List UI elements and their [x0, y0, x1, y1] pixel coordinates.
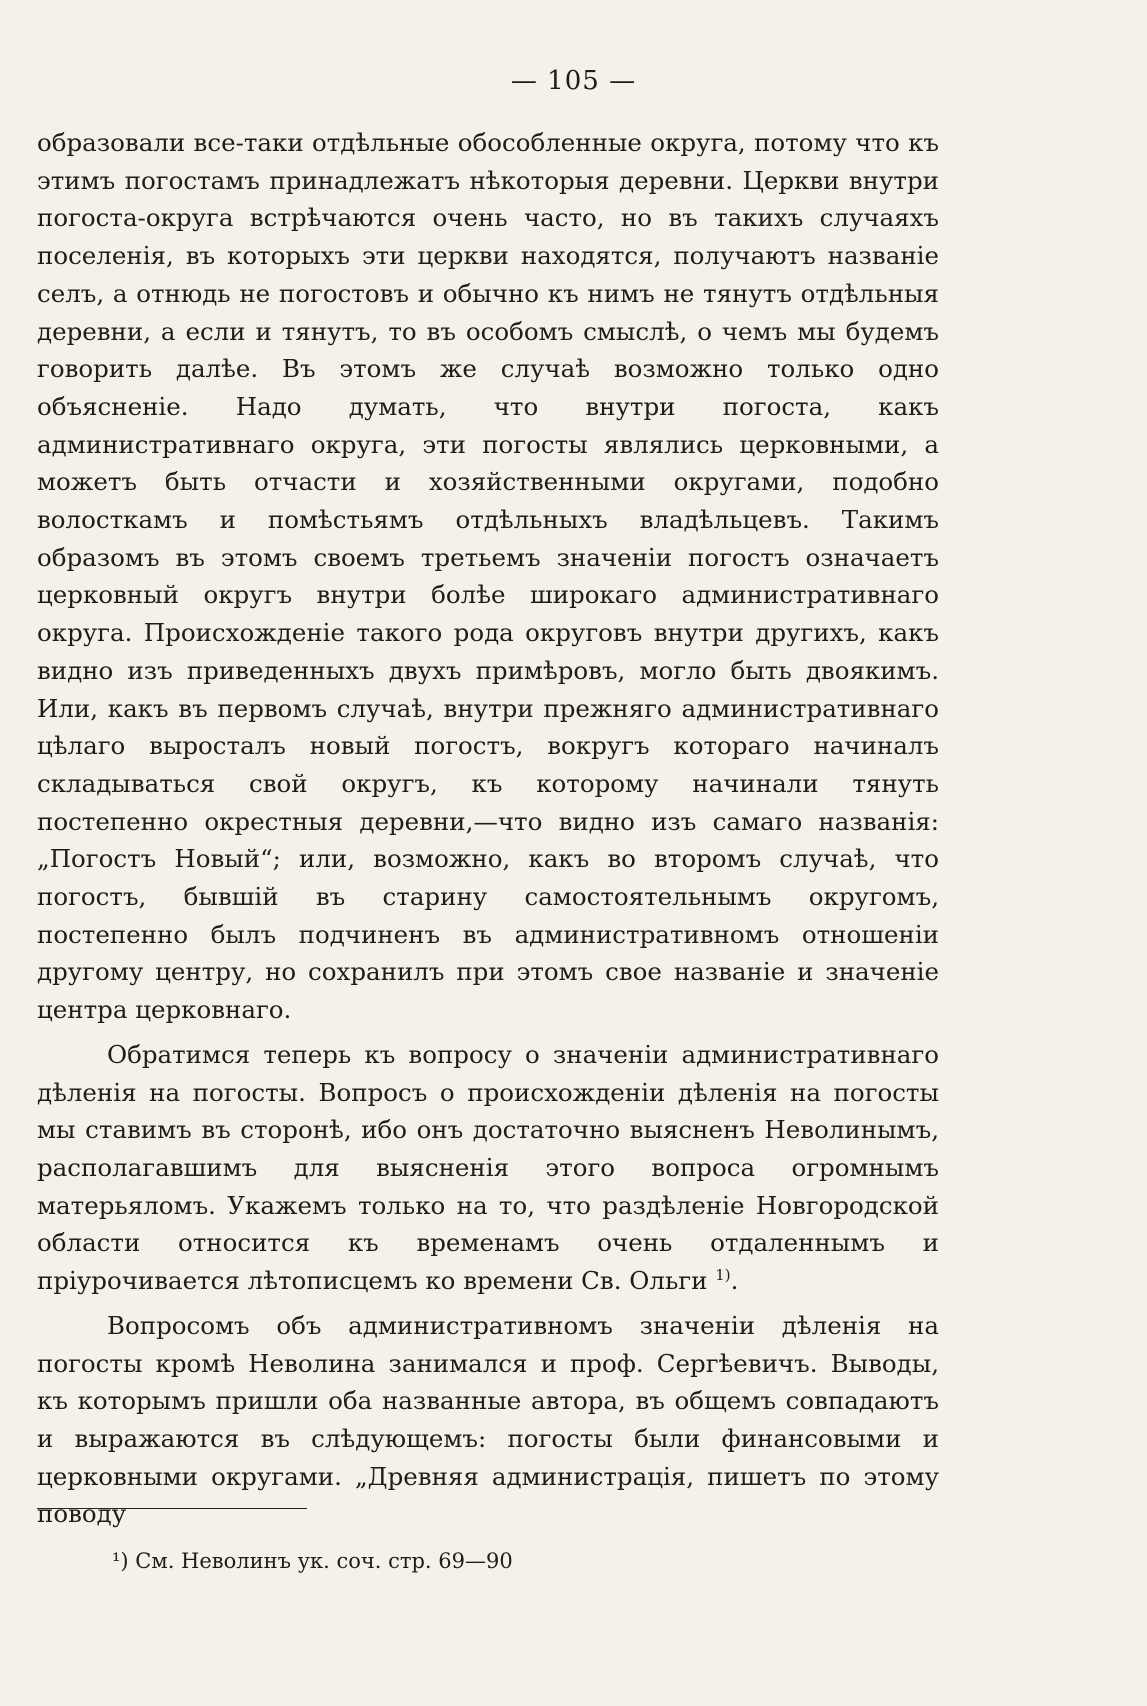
footnote: ¹) См. Неволинъ ук. соч. стр. 69—90 — [112, 1549, 513, 1573]
body-text — [37, 124, 939, 1533]
footnote-divider — [37, 1508, 307, 1509]
paragraph-2-end: . — [730, 1266, 739, 1296]
page-number: — 105 — — [510, 66, 637, 96]
footnote-reference[interactable]: 1) — [715, 1265, 731, 1284]
paragraph-2 — [37, 1036, 939, 1300]
paragraph-2-text: Обратимся теперь къ вопросу о значеніи административнаго дѣленія на погосты. Вопросъ о происхожденіи дѣленія на погосты мы ставимъ въ сторонѣ, ибо онъ достаточно выясненъ Неволинымъ, располагавшимъ для выясненія этого вопроса огромнымъ матерьяломъ. Укажемъ только на то, что раздѣленіе Новгородской области относится къ временамъ очень отдаленнымъ и пріурочивается лѣтописцемъ ко времени Св. Ольги — [37, 1039, 939, 1296]
paragraph-1: образовали все-таки отдѣльные обособленные округа, потому что къ этимъ погостамъ принадлежатъ нѣкоторыя деревни. Церкви внутри погоста-округа встрѣчаются очень часто, но въ такихъ случаяхъ поселенія, въ которыхъ эти церкви находятся, получаютъ названіе селъ, а отнюдь не погостовъ и обычно къ нимъ не тянутъ отдѣльныя деревни, а если и тянутъ, то въ особомъ смыслѣ, о чемъ мы будемъ говорить далѣе. Въ этомъ же случаѣ возможно только одно объясненіе. Надо думать, что внутри погоста, какъ административнаго округа, эти погосты являлись церковными, а можетъ быть отчасти и хозяйственными округами, подобно волосткамъ и помѣстьямъ отдѣльныхъ владѣльцевъ. Такимъ образомъ въ этомъ своемъ третьемъ значеніи погостъ означаетъ церковный округъ внутри болѣе широкаго административнаго округа. Происхожденіе такого рода округовъ внутри другихъ, какъ видно изъ приведенныхъ двухъ примѣровъ, могло быть двоякимъ. Или, какъ въ первомъ случаѣ, внутри прежняго административнаго цѣлаго выросталъ новый погостъ, вокругъ котораго начиналъ складываться свой округъ, къ которому начинали тянуть постепенно окрестныя деревни,—что видно изъ самаго названія: „Погостъ Новый“; или, возможно, какъ во второмъ случаѣ, что погостъ, бывшій въ старину самостоятельнымъ округомъ, постепенно былъ подчиненъ въ административномъ отношеніи другому центру, но сохранилъ при этомъ свое названіе и значеніе центра церковнаго. — [37, 128, 939, 1025]
paragraph-3: Вопросомъ объ административномъ значеніи дѣленія на погосты кромѣ Неволина занимался и проф. Сергѣевичъ. Выводы, къ которымъ пришли оба названные автора, въ общемъ совпадаютъ и выражаются въ слѣдующемъ: погосты были финансовыми и церковными округами. „Древняя администрація, пишетъ по этому поводу — [37, 1310, 939, 1529]
